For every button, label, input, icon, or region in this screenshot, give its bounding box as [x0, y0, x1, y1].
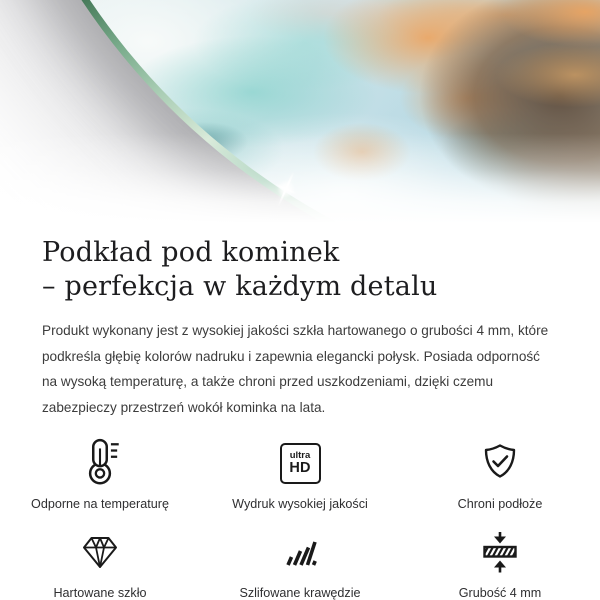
sparkle-glow — [277, 180, 295, 198]
shield-check-icon — [477, 436, 523, 490]
feature-label: Grubość 4 mm — [458, 586, 542, 600]
polished-edges-icon — [277, 525, 323, 579]
ultra-hd-text-top: ultra — [289, 449, 311, 461]
features-grid — [0, 436, 600, 600]
feature-polished-edges — [200, 525, 400, 600]
title-line-2: – perfekcja w każdym detalu — [42, 271, 438, 302]
feature-label: Hartowane szkło — [53, 586, 147, 600]
hero-product-image — [0, 0, 600, 230]
feature-label: Szlifowane krawędzie — [239, 586, 361, 600]
page-title — [42, 236, 558, 304]
feature-label: Odporne na temperaturę — [31, 497, 169, 511]
feature-tempered-glass — [0, 525, 200, 600]
feature-temperature — [0, 436, 200, 511]
feature-print-quality — [200, 436, 400, 511]
feature-protection — [400, 436, 600, 511]
ultra-hd-box — [280, 443, 321, 484]
product-description: Produkt wykonany jest z wysokiej jakości szkła hartowanego o grubości 4 mm, które podkreśla głębię kolorów nadruku i zapewnia elegancki połysk. Posiada odporność na wysoką temperaturę, a także chroni przed uszkodzeniami, dzięki czemu zabezpieczy przestrzeń wokół kominka na lata. — [42, 323, 549, 415]
thermometer-icon — [77, 436, 123, 490]
content-section — [0, 230, 600, 600]
feature-thickness — [400, 525, 600, 600]
diamond-icon — [77, 525, 123, 579]
thickness-icon — [477, 525, 523, 579]
title-line-1: Podkład pod kominek — [42, 237, 340, 268]
feature-label: Chroni podłoże — [457, 497, 543, 511]
ultra-hd-icon — [280, 436, 321, 490]
ultra-hd-text-bottom: HD — [289, 460, 311, 476]
feature-label: Wydruk wysokiej jakości — [232, 497, 368, 511]
